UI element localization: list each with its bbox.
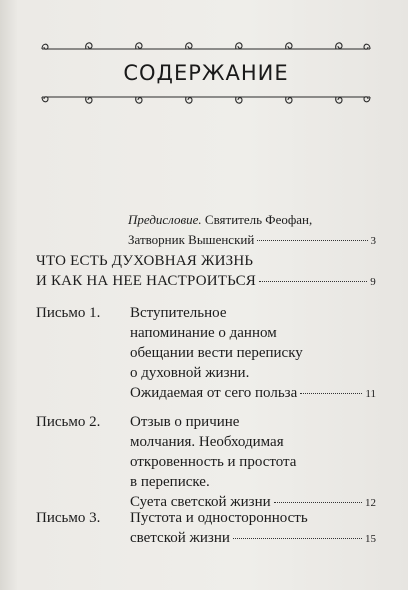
letter-summary: Ожидаемая от сего польза — [130, 385, 298, 401]
letter-line: в переписке. — [130, 474, 210, 490]
letter-label: Письмо 1. — [36, 305, 101, 321]
dot-leader — [257, 240, 367, 241]
dot-leader — [233, 538, 362, 539]
page-number: 15 — [365, 533, 376, 545]
letter-description — [130, 508, 376, 549]
page-number: 3 — [370, 235, 376, 247]
letter-summary: Суета светской жизни — [130, 494, 271, 510]
letter-description — [130, 412, 376, 513]
letter-summary: светской жизни — [130, 530, 230, 546]
ornament-bottom-border — [36, 93, 376, 107]
letter-line: Пустота и односторонность — [130, 510, 308, 526]
letter-line: обещании вести переписку — [130, 345, 303, 361]
page-number: 11 — [365, 388, 376, 400]
letter-line: напоминание о данном — [130, 325, 277, 341]
preface-line-1 — [128, 210, 376, 230]
preface-author-title: Затворник Вышенский — [128, 232, 255, 247]
preface-line-2 — [128, 230, 376, 251]
dot-leader — [259, 281, 367, 282]
toc-entry-chapter[interactable] — [36, 251, 376, 292]
page-number: 9 — [370, 276, 376, 288]
page-title: СОДЕРЖАНИЕ — [123, 61, 289, 85]
dot-leader — [274, 502, 362, 503]
ornament-top-border — [36, 39, 376, 53]
toc-entry-preface[interactable] — [128, 210, 376, 251]
letter-line: молчания. Необходимая — [130, 434, 284, 450]
letter-line: откровенность и простота — [130, 454, 297, 470]
chapter-title-text: И КАК НА НЕЕ НАСТРОИТЬСЯ — [36, 273, 256, 289]
dot-leader — [300, 393, 362, 394]
chapter-title-line-2 — [36, 271, 376, 292]
letter-last-line — [130, 528, 376, 549]
letter-line: о духовной жизни. — [130, 365, 250, 381]
letter-line: Вступительное — [130, 305, 227, 321]
toc-header — [36, 39, 376, 107]
letter-label: Письмо 2. — [36, 414, 101, 430]
letter-line: Отзыв о причине — [130, 414, 240, 430]
letter-label: Письмо 3. — [36, 510, 101, 526]
letter-last-line — [130, 383, 376, 404]
page-number: 12 — [365, 497, 376, 509]
preface-author: Святитель Феофан, — [204, 212, 313, 227]
preface-label: Предисловие. — [128, 212, 202, 227]
letter-description — [130, 303, 376, 404]
chapter-title-line-1: ЧТО ЕСТЬ ДУХОВНАЯ ЖИЗНЬ — [36, 253, 254, 269]
